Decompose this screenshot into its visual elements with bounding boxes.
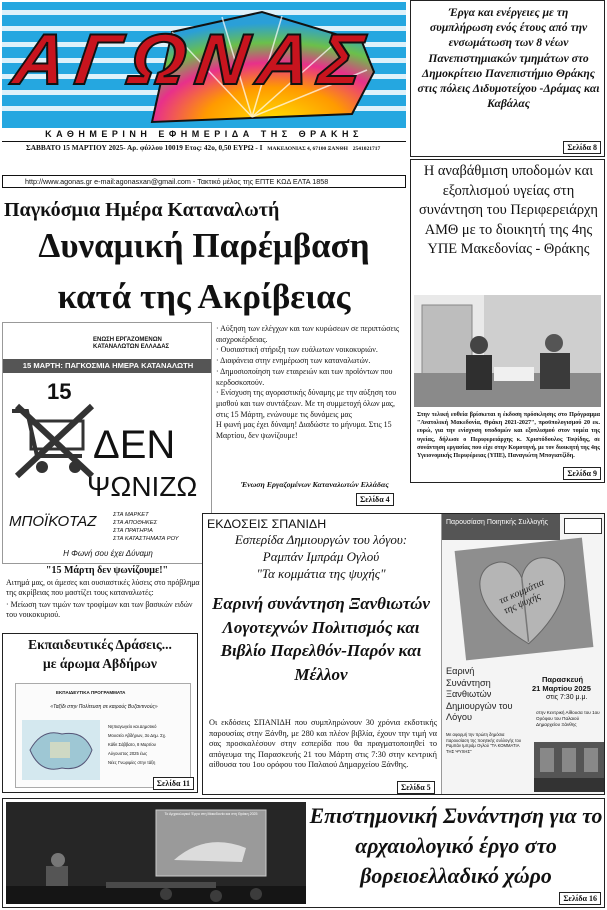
spanidis-page-ref: Σελίδα 5	[397, 781, 435, 794]
poster-hall-photo	[534, 742, 604, 792]
consumer-headline-1: Δυναμική Παρέμβαση	[38, 226, 370, 265]
health-meeting-photo	[414, 295, 601, 407]
poster-word-psonizo: ΨΩΝΙΖΩ	[87, 471, 198, 502]
slide-lines	[108, 722, 188, 767]
education-slide	[15, 683, 191, 788]
universities-text: Έργα και ενέργειες με τη συμπλήρωση ενός έτους από την ενσωμάτωση των 8 νέων Πανεπιστημιακών τμημάτων στο Δημοκρίτειο Πανεπιστήμιο Θράκης στις πόλεις Διδυμοτείχου -Δράμας και Καβάλας	[417, 6, 600, 111]
masthead-title: ΑΓΩΝΑΣ	[8, 20, 379, 100]
science-page-ref: Σελίδα 16	[559, 892, 601, 905]
education-page-ref: Σελίδα 11	[153, 777, 194, 790]
universities-box	[410, 0, 605, 157]
consumer-bullets	[216, 324, 402, 442]
science-headline: Επιστημονική Συνάντηση για το αρχαιολογικό έργο στο βορειοελλαδικό χώρο	[309, 804, 603, 888]
consumer-bullet-3: · Διαφάνεια στην ενημέρωση των καταναλωτών.	[216, 356, 371, 366]
poster-banner: 15 ΜΑΡΤΗ: ΠΑΓΚΟΣΜΙΑ ΗΜΕΡΑ ΚΑΤΑΝΑΛΩΤΗ	[3, 359, 212, 373]
slide-line-5: Νέες Γνωριμίες στην τάξη	[108, 760, 156, 765]
slide-line-2: Μουσείο Αβδήρων, 3ο Δημ. Σχ.	[108, 733, 167, 738]
consumer-kicker: Παγκόσμια Ημέρα Καταναλωτή	[4, 199, 280, 221]
spanidis-body: Οι εκδόσεις ΣΠΑΝΙΔΗ που συμπληρώνουν 30 χρόνια εκδοτικής παρουσίας στην Ξάνθη, με 280 και πλέον βιβλία, έχουν την τιμή να σας προσκαλέσουν στην εσπερίδα που θα πραγματοποιηθεί το απόγευμα της Παρασκευής 21 του Μάρτη στις 7:30 στην κεντρική αίθουσα του 1ου ορόφου του Παλαιού Δημαρχείου Ξάνθης.	[209, 718, 437, 770]
poster-place-2: ΣΤΑ ΑΠΟΘΗΚΕΣ	[113, 520, 158, 526]
education-title-1: Εκπαιδευτικές Δράσεις...	[28, 637, 172, 652]
education-title-2: με άρωμα Αβδήρων	[43, 656, 157, 671]
poster-book-title: τα κομμάτια της ψυχής	[497, 577, 547, 617]
address-text: ΜΑΚΕΔΟΝΙΑΣ 4, 67100 ΞΑΝΘΗ	[267, 146, 348, 152]
health-caption: Στην τελική ευθεία βρίσκεται η έκδοση πρόσκλησης στο Πρόγραμμα "Ανατολική Μακεδονία, Θράκη 2021-2027", προϋπολογισμού 20 εκ. ευρώ, για την ενίσχυση υποδομών και εξοπλισμού στον τομέα της υγείας, δήλωσε ο Περιφερειάρχης κ. Χριστόδουλος Τοψίδης, σε συνάντηση εργασίας που είχε στην Κομοτηνή, με τον διοικητή της 4ης Υγειονομικής Περιφέρειας (ΥΠΕ), Παναγιώτη Μπογιατζίδη.	[417, 412, 600, 460]
slide-line-4: Αύγουστος 2025 έως	[108, 751, 148, 756]
science-box	[2, 798, 605, 908]
consumer-signature: Ένωση Εργαζομένων Καταναλωτών Ελλάδας	[241, 480, 389, 489]
slide-map-icon	[22, 720, 100, 780]
poster-event: Εαρινή Συνάντηση Ξανθιωτών Δημιουργών του Λόγου	[446, 666, 513, 722]
poster-slogan: Η Φωνή σου έχει Δύναμη	[63, 549, 153, 558]
poster-note: Με αφορμή την πρώτη δημόσια παρουσίαση της ποιητικής συλλογής του Ραμπάν Ιμπράμ Ογλού "ΤΑ ΚΟΜΜΑΤΙΑ ΤΗΣ ΨΥΧΗΣ"	[446, 732, 522, 754]
screen-text: Το Αρχαιολογικό Έργο στη Μακεδονία και στη Θράκη 2025	[164, 812, 258, 816]
dateline-text: ΣΑΒΒΑΤΟ 15 ΜΑΡΤΙΟΥ 2025- Αρ. φύλλου 10019 Ετος: 42ο, 0,50 ΕΥΡΩ - Ι	[26, 143, 263, 152]
poster-publisher-logo	[564, 518, 602, 534]
spanidis-kicker: ΕΚΔΟΣΕΙΣ ΣΠΑΝΙΔΗ	[207, 517, 327, 531]
consumer-lead-text: Αιτημά μας, οι άμεσες και ουσιαστικές λύσεις στο πρόβλημα της ακρίβειας που μαστίζει τους καταναλωτές:	[6, 578, 200, 597]
poster-boycott: ΜΠΟΪΚΟΤΑΖ	[9, 513, 97, 530]
spanidis-headline: Εαρινή συνάντηση Ξανθιωτών Λογοτεχνών Πολιτισμός και Βιβλίο Παρελθόν-Παρόν και Μέλλον	[212, 594, 430, 684]
spanidis-poster	[441, 514, 605, 795]
consumer-lead-title: "15 Μάρτη δεν ψωνίζουμε!"	[45, 565, 169, 576]
spanidis-line-2: Ραμπάν Ιμπράμ Ογλού	[262, 549, 380, 564]
poster-series: Παρουσίαση Ποιητικής Συλλογής	[442, 514, 560, 540]
consumer-bullet-5: · Ενίσχυση της αγοραστικής δύναμης με την αύξηση του μισθού και των συντάξεων. Με τη συμμετοχή όλων μας, στις 15 Μάρτη, ενώνουμε τις δυνάμεις μας	[216, 388, 397, 419]
consumer-lead-bullet: · Μείωση των τιμών των τροφίμων και των βασικών ειδών του νοικοκυριού.	[6, 600, 193, 619]
universities-page-ref: Σελίδα 8	[563, 141, 601, 154]
consumer-bullet-1: · Αύξηση των ελέγχων και των κυρώσεων σε περιπτώσεις αισχροκέρδειας.	[216, 324, 400, 344]
consumer-bullet-6: Η φωνή μας έχει δύναμη! Διαδώστε το μήνυμα. Στις 15 Μαρτίου, δεν ψωνίζουμε!	[216, 420, 392, 441]
poster-number: 15	[47, 379, 72, 404]
poster-place-4: ΣΤΑ ΚΑΤΑΣΤΗΜΑΤΑ ΡΟΥ	[113, 536, 179, 542]
spanidis-box	[202, 513, 605, 795]
poster-word-den: ΔΕΝ	[93, 423, 176, 467]
spanidis-line-1: Εσπερίδα Δημιουργών του λόγου:	[234, 532, 408, 547]
poster-book-cover	[455, 538, 594, 661]
health-page-ref: Σελίδα 9	[563, 467, 601, 480]
consumer-bullet-4: · Δημοσιοποίηση των εταιρειών και των προϊόντων που κερδοσκοπούν.	[216, 366, 393, 387]
consumer-bullet-2: · Ουσιαστική στήριξη των ευάλωτων νοικοκυριών.	[216, 345, 378, 355]
slide-line-1: Νηπιαγωγείο και Δημοτικό	[108, 724, 157, 729]
poster-place-1: ΣΤΑ ΜΑΡΚΕΤ	[113, 512, 149, 518]
consumer-poster	[2, 322, 212, 564]
phone-text: 2541021717	[352, 146, 381, 152]
slide-label: ΕΚΠΑΙΔΕΥΤΙΚΑ ΠΡΟΓΡΑΜΜΑΤΑ	[56, 690, 126, 695]
poster-place-3: ΣΤΑ ΠΡΑΤΗΡΙΑ	[113, 528, 153, 534]
poster-places	[113, 511, 179, 543]
poster-day: Παρασκευή	[542, 675, 584, 684]
masthead	[2, 2, 406, 154]
poster-venue: στην Κεντρική Αίθουσα του 1ου Ορόφου του Παλαιού Δημαρχείου Ξάνθης	[536, 710, 600, 727]
science-conference-photo	[6, 802, 306, 904]
poster-time: στις 7:30 μ.μ.	[546, 694, 588, 701]
masthead-subtitle: ΚΑΘΗΜΕΡΙΝΗ ΕΦΗΜΕΡΙΔΑ ΤΗΣ ΘΡΑΚΗΣ	[45, 129, 363, 139]
health-box	[410, 159, 605, 483]
slide-line-3: Κάθε Σάββατο, 8 Μαρτίου	[108, 742, 156, 747]
poster-org: ΕΝΩΣΗ ΕΡΓΑΖΟΜΕΝΩΝ ΚΑΤΑΝΑΛΩΤΩΝ ΕΛΛΑΔΑΣ	[93, 337, 170, 350]
education-box	[2, 633, 198, 793]
poster-date: 21 Μαρτίου 2025	[532, 684, 591, 693]
masthead-dateline	[2, 141, 406, 154]
slide-title: «Ταξίδι στην Πολίτευση σε καιρούς Βυζαντινούς»	[50, 704, 158, 710]
web-line: http://www.agonas.gr e-mail:agonasxan@gmail.com - Τακτικό μέλος της ΕΠΤΕ ΚΩΔ ΕΛΤΑ 1858	[2, 175, 406, 188]
poster-cart-icon	[7, 401, 97, 481]
consumer-headline-2: κατά της Ακρίβειας	[57, 277, 351, 316]
spanidis-line-3: "Τα κομμάτια της ψυχής"	[256, 566, 386, 581]
health-headline: Η αναβάθμιση υποδομών και εξοπλισμού υγείας στη συνάντηση του Περιφερειάρχη ΑΜΘ με το διοικητή της 4ης ΥΠΕ Μακεδονίας - Θράκης	[419, 163, 598, 258]
consumer-page-ref: Σελίδα 4	[356, 493, 394, 506]
